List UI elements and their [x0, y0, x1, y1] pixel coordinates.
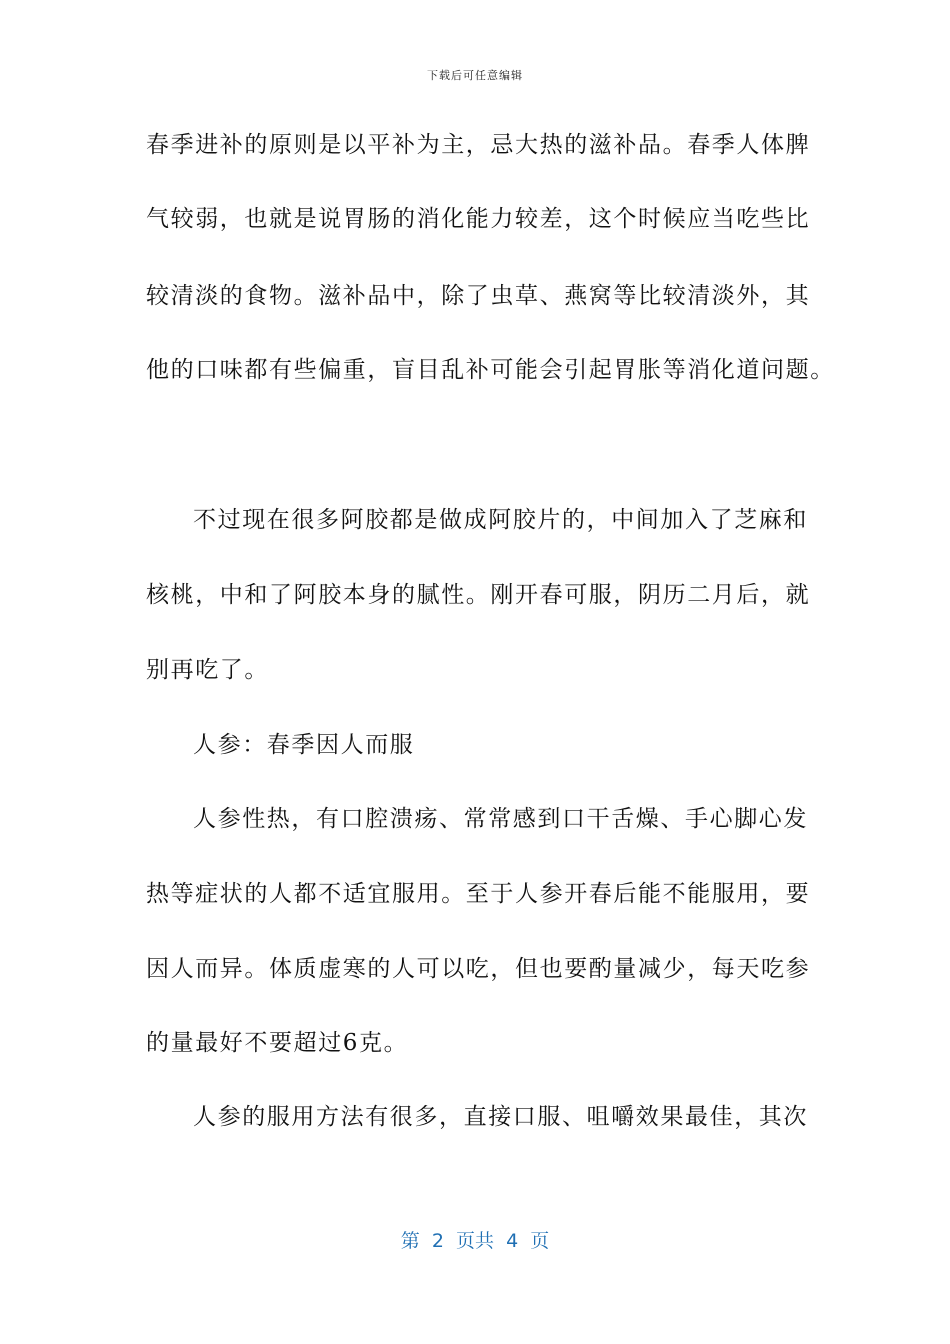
paragraph-line: 他的口味都有些偏重，盲目乱补可能会引起胃胀等消化道问题。: [146, 357, 835, 383]
paragraph-line: 别再吃了。: [146, 657, 269, 683]
paragraph-line: 的量最好不要超过6克。: [146, 1030, 409, 1056]
section-heading: 人参：春季因人而服: [193, 732, 415, 758]
paragraph-line: 因人而异。体质虚寒的人可以吃，但也要酌量减少，每天吃参: [146, 956, 811, 982]
paragraph-line: 气较弱，也就是说胃肠的消化能力较差，这个时候应当吃些比: [146, 206, 811, 232]
paragraph-line: 春季进补的原则是以平补为主，忌大热的滋补品。春季人体脾: [146, 132, 811, 158]
paragraph-line: 不过现在很多阿胶都是做成阿胶片的，中间加入了芝麻和: [193, 507, 808, 533]
paragraph-line: 人参的服用方法有很多，直接口服、咀嚼效果最佳，其次: [193, 1104, 808, 1130]
paragraph-line: 较清淡的食物。滋补品中，除了虫草、燕窝等比较清淡外，其: [146, 283, 811, 309]
paragraph-line: 人参性热，有口腔溃疡、常常感到口干舌燥、手心脚心发: [193, 806, 808, 832]
paragraph-line: 热等症状的人都不适宜服用。至于人参开春后能不能服用，要: [146, 881, 811, 907]
paragraph-line: 核桃，中和了阿胶本身的腻性。刚开春可服，阴历二月后，就: [146, 582, 811, 608]
page-number: 第 2 页共 4 页: [400, 1230, 550, 1252]
header-note: 下载后可任意编辑: [427, 69, 523, 82]
